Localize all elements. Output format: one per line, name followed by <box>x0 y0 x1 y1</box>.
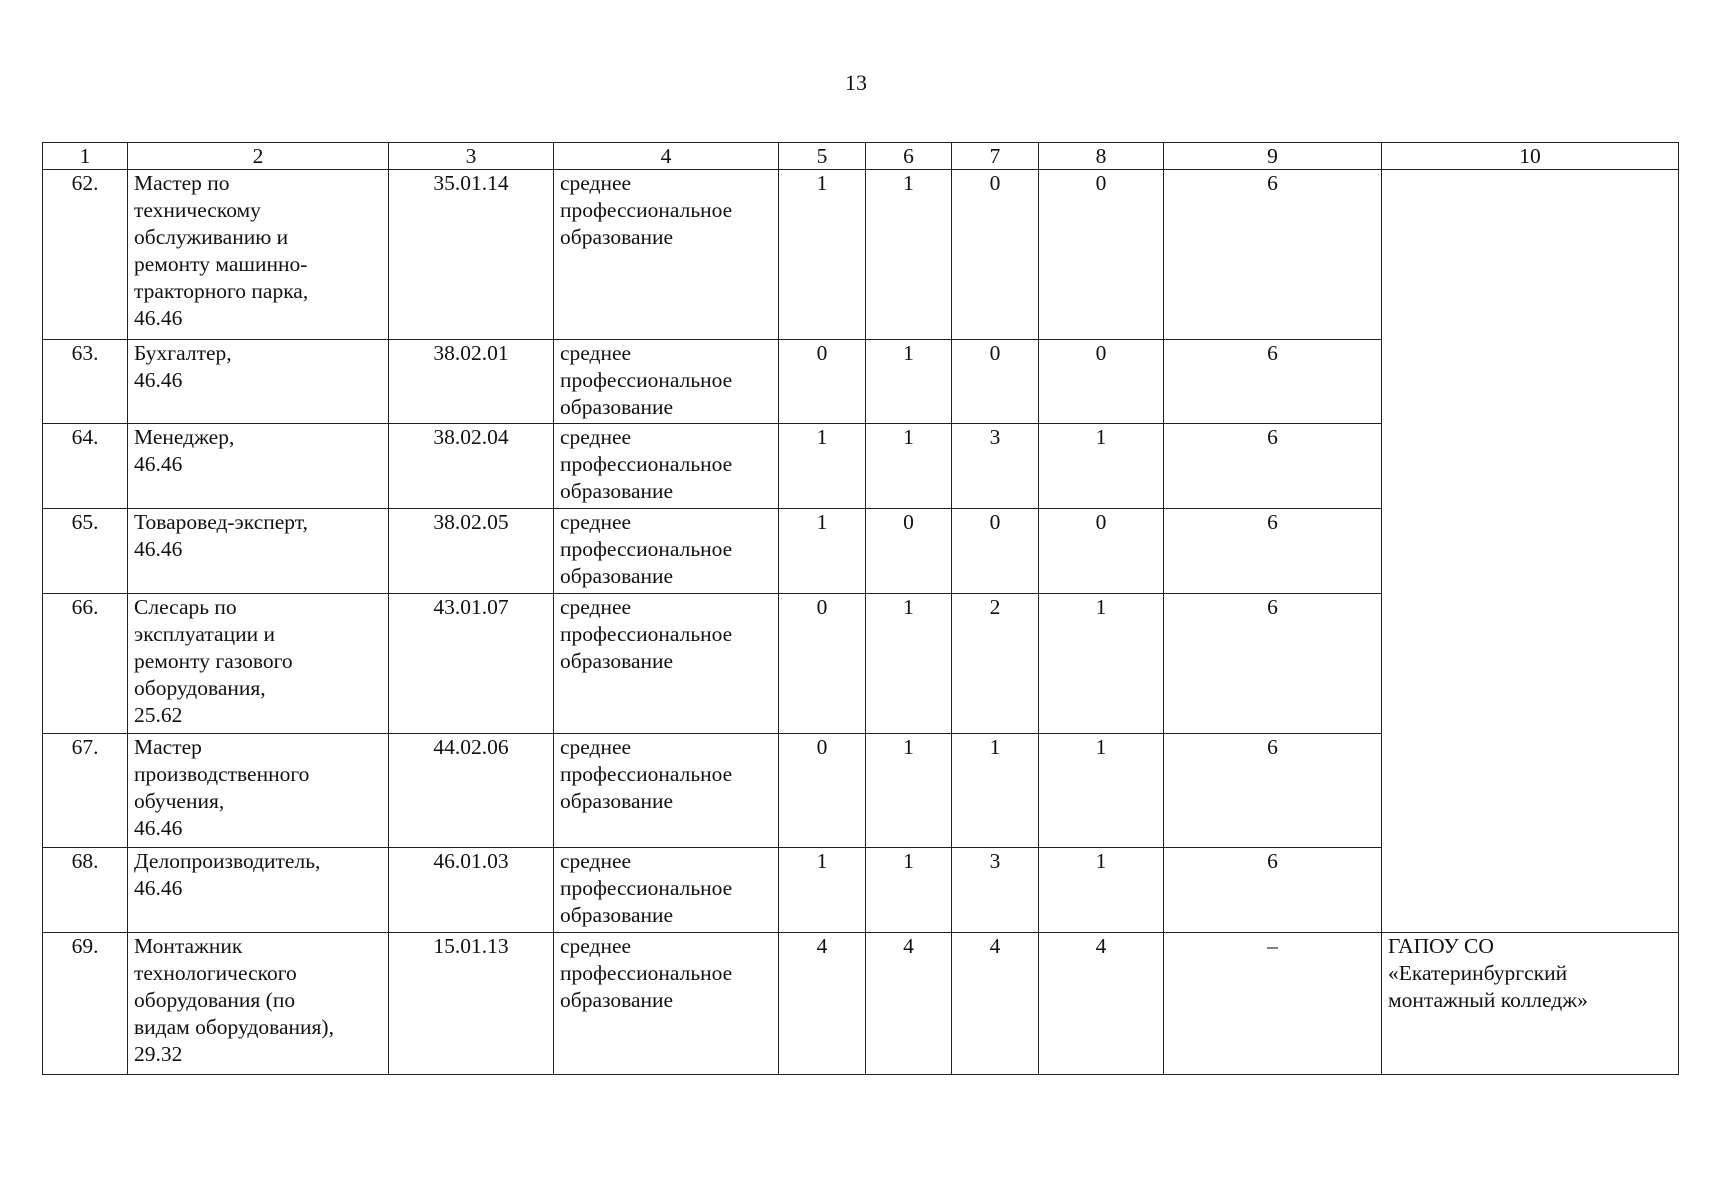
name-line: оборудования, <box>134 676 266 700</box>
value-col5: 1 <box>779 509 866 594</box>
profession-name <box>128 734 389 848</box>
level-line: образование <box>560 988 674 1012</box>
header-cell: 8 <box>1039 143 1164 170</box>
name-line: 29.32 <box>134 1042 183 1066</box>
level-line: среднее <box>560 425 632 449</box>
name-line: 46.46 <box>134 876 183 900</box>
header-cell: 4 <box>554 143 779 170</box>
level-line: образование <box>560 564 674 588</box>
value-col9: 6 <box>1164 340 1382 424</box>
specialty-code: 44.02.06 <box>389 734 554 848</box>
value-col9: – <box>1164 933 1382 1075</box>
education-level <box>554 424 779 509</box>
level-line: образование <box>560 789 674 813</box>
header-cell: 10 <box>1382 143 1679 170</box>
level-line: профессиональное <box>560 622 733 646</box>
name-line: 46.46 <box>134 452 183 476</box>
header-cell: 6 <box>866 143 952 170</box>
value-col7: 3 <box>952 848 1039 933</box>
name-line: производственного <box>134 762 310 786</box>
level-line: среднее <box>560 934 632 958</box>
education-level <box>554 848 779 933</box>
row-number: 64. <box>43 424 128 509</box>
institution-cell-empty <box>1382 170 1679 933</box>
education-level <box>554 734 779 848</box>
header-cell: 2 <box>128 143 389 170</box>
level-line: профессиональное <box>560 961 733 985</box>
value-col5: 4 <box>779 933 866 1075</box>
value-col9: 6 <box>1164 848 1382 933</box>
name-line: Мастер по <box>134 171 230 195</box>
table-row <box>43 933 1679 1075</box>
specialty-code: 38.02.05 <box>389 509 554 594</box>
value-col6: 1 <box>866 734 952 848</box>
profession-name <box>128 340 389 424</box>
header-cell: 9 <box>1164 143 1382 170</box>
header-cell: 1 <box>43 143 128 170</box>
name-line: Слесарь по <box>134 595 237 619</box>
value-col7: 0 <box>952 170 1039 340</box>
value-col5: 1 <box>779 848 866 933</box>
name-line: 46.46 <box>134 368 183 392</box>
value-col5: 0 <box>779 594 866 734</box>
institution-line: «Екатеринбургский <box>1388 961 1568 985</box>
value-col7: 3 <box>952 424 1039 509</box>
institution-name <box>1382 933 1679 1075</box>
header-cell: 3 <box>389 143 554 170</box>
level-line: профессиональное <box>560 368 733 392</box>
level-line: среднее <box>560 171 632 195</box>
value-col9: 6 <box>1164 594 1382 734</box>
name-line: 46.46 <box>134 537 183 561</box>
header-row <box>43 143 1679 170</box>
table-row <box>43 170 1679 340</box>
level-line: образование <box>560 479 674 503</box>
level-line: профессиональное <box>560 198 733 222</box>
name-line: Менеджер, <box>134 425 235 449</box>
name-line: Товаровед-эксперт, <box>134 510 308 534</box>
row-number: 62. <box>43 170 128 340</box>
level-line: среднее <box>560 849 632 873</box>
level-line: среднее <box>560 341 632 365</box>
level-line: образование <box>560 903 674 927</box>
education-level <box>554 509 779 594</box>
education-level <box>554 340 779 424</box>
name-line: обслуживанию и <box>134 225 289 249</box>
value-col7: 0 <box>952 509 1039 594</box>
name-line: Делопроизводитель, <box>134 849 321 873</box>
header-cell: 7 <box>952 143 1039 170</box>
institution-line: монтажный колледж» <box>1388 988 1588 1012</box>
data-table <box>42 142 1679 1075</box>
value-col9: 6 <box>1164 424 1382 509</box>
name-line: ремонту газового <box>134 649 293 673</box>
name-line: оборудования (по <box>134 988 296 1012</box>
value-col7: 4 <box>952 933 1039 1075</box>
value-col6: 1 <box>866 594 952 734</box>
specialty-code: 46.01.03 <box>389 848 554 933</box>
name-line: эксплуатации и <box>134 622 275 646</box>
level-line: профессиональное <box>560 876 733 900</box>
header-cell: 5 <box>779 143 866 170</box>
value-col6: 1 <box>866 170 952 340</box>
row-number: 68. <box>43 848 128 933</box>
value-col6: 0 <box>866 509 952 594</box>
name-line: технологического <box>134 961 297 985</box>
value-col7: 0 <box>952 340 1039 424</box>
value-col7: 1 <box>952 734 1039 848</box>
value-col7: 2 <box>952 594 1039 734</box>
value-col8: 0 <box>1039 340 1164 424</box>
value-col6: 1 <box>866 848 952 933</box>
name-line: Мастер <box>134 735 202 759</box>
level-line: среднее <box>560 735 632 759</box>
profession-name <box>128 594 389 734</box>
value-col8: 1 <box>1039 594 1164 734</box>
value-col5: 0 <box>779 340 866 424</box>
value-col8: 1 <box>1039 848 1164 933</box>
row-number: 66. <box>43 594 128 734</box>
value-col9: 6 <box>1164 734 1382 848</box>
specialty-code: 35.01.14 <box>389 170 554 340</box>
row-number: 63. <box>43 340 128 424</box>
value-col5: 0 <box>779 734 866 848</box>
name-line: 46.46 <box>134 816 183 840</box>
level-line: образование <box>560 649 674 673</box>
row-number: 67. <box>43 734 128 848</box>
row-number: 65. <box>43 509 128 594</box>
education-level <box>554 594 779 734</box>
level-line: профессиональное <box>560 762 733 786</box>
education-level <box>554 170 779 340</box>
value-col8: 1 <box>1039 734 1164 848</box>
level-line: среднее <box>560 510 632 534</box>
value-col6: 1 <box>866 340 952 424</box>
profession-name <box>128 933 389 1075</box>
profession-name <box>128 848 389 933</box>
value-col5: 1 <box>779 424 866 509</box>
name-line: Бухгалтер, <box>134 341 232 365</box>
page-number: 13 <box>845 70 867 95</box>
name-line: обучения, <box>134 789 225 813</box>
value-col8: 1 <box>1039 424 1164 509</box>
specialty-code: 43.01.07 <box>389 594 554 734</box>
value-col8: 0 <box>1039 509 1164 594</box>
name-line: 46.46 <box>134 306 183 330</box>
value-col5: 1 <box>779 170 866 340</box>
row-number: 69. <box>43 933 128 1075</box>
specialty-code: 38.02.01 <box>389 340 554 424</box>
profession-name <box>128 170 389 340</box>
name-line: техническому <box>134 198 261 222</box>
name-line: тракторного парка, <box>134 279 309 303</box>
name-line: ремонту машинно- <box>134 252 308 276</box>
value-col9: 6 <box>1164 170 1382 340</box>
specialty-code: 15.01.13 <box>389 933 554 1075</box>
level-line: профессиональное <box>560 452 733 476</box>
level-line: профессиональное <box>560 537 733 561</box>
profession-name <box>128 509 389 594</box>
value-col9: 6 <box>1164 509 1382 594</box>
education-level <box>554 933 779 1075</box>
level-line: образование <box>560 395 674 419</box>
name-line: Монтажник <box>134 934 243 958</box>
profession-name <box>128 424 389 509</box>
level-line: среднее <box>560 595 632 619</box>
value-col8: 4 <box>1039 933 1164 1075</box>
value-col6: 1 <box>866 424 952 509</box>
institution-line: ГАПОУ СО <box>1388 934 1494 958</box>
value-col6: 4 <box>866 933 952 1075</box>
value-col8: 0 <box>1039 170 1164 340</box>
name-line: 25.62 <box>134 703 183 727</box>
name-line: видам оборудования), <box>134 1015 334 1039</box>
specialty-code: 38.02.04 <box>389 424 554 509</box>
level-line: образование <box>560 225 674 249</box>
